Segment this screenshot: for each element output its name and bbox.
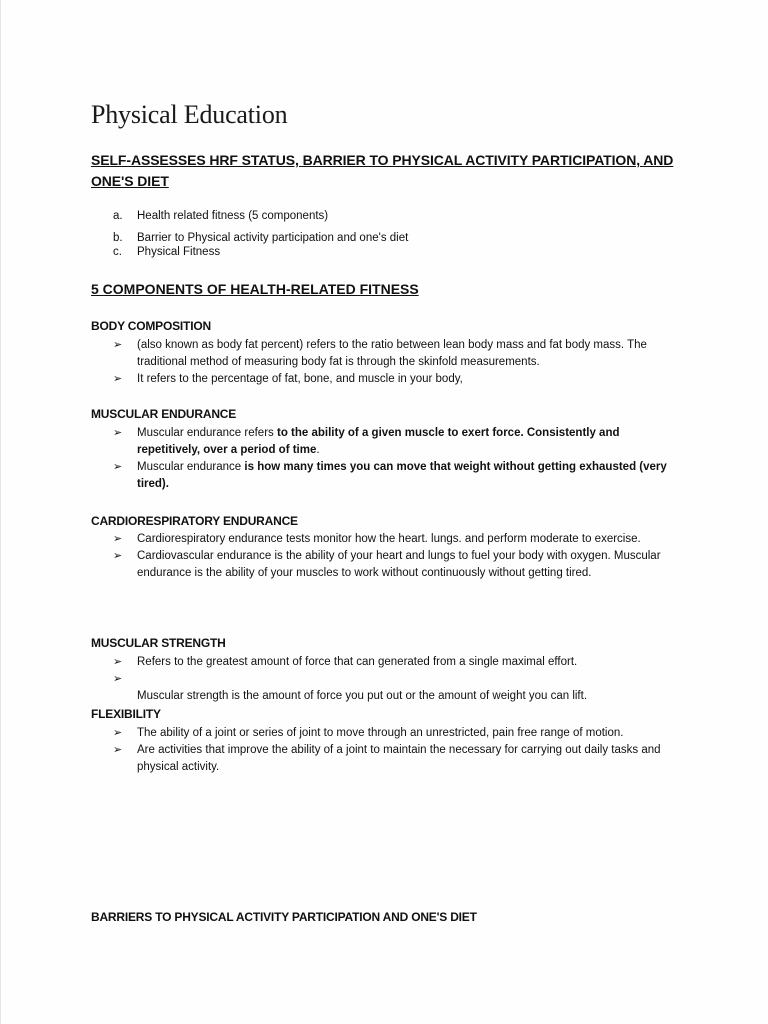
flexibility-list bbox=[113, 725, 683, 776]
bullet-arrow-icon: ➢ bbox=[113, 339, 123, 351]
list-item-text bbox=[137, 425, 683, 459]
list-item-text: Cardiovascular endurance is the ability of your heart and lungs to fuel your body with oxygen. Muscular endurance is the ability of your muscles to work without continuously without getting tired. bbox=[137, 550, 661, 579]
list-item-text: Barrier to Physical activity participation and one's diet bbox=[137, 232, 409, 244]
list-item-text: Health related fitness (5 components) bbox=[137, 210, 329, 222]
main-heading: SELF-ASSESSES HRF STATUS, BARRIER TO PHYSICAL ACTIVITY PARTICIPATION, AND ONE'S DIET bbox=[91, 152, 674, 189]
list-item bbox=[113, 209, 408, 223]
barriers-heading: BARRIERS TO PHYSICAL ACTIVITY PARTICIPATION AND ONE'S DIET bbox=[91, 910, 477, 924]
list-item bbox=[113, 459, 683, 493]
list-item-text: Are activities that improve the ability of a joint to maintain the necessary for carrying out daily tasks and physical activity. bbox=[137, 744, 661, 773]
bullet-arrow-icon: ➢ bbox=[113, 727, 123, 739]
list-item bbox=[113, 742, 683, 776]
cardio-endurance-heading: CARDIORESPIRATORY ENDURANCE bbox=[91, 514, 298, 528]
bullet-arrow-icon: ➢ bbox=[113, 533, 123, 545]
muscular-strength-heading: MUSCULAR STRENGTH bbox=[91, 636, 226, 650]
intro-list bbox=[113, 209, 408, 259]
bullet-arrow-icon: ➢ bbox=[113, 656, 123, 668]
bullet-arrow-icon: ➢ bbox=[113, 744, 123, 756]
list-item bbox=[113, 231, 408, 245]
text-bold: to the ability of a given muscle to exert force. Consistently and repetitively, over a period of time bbox=[137, 427, 620, 456]
list-item bbox=[113, 671, 683, 688]
cardio-endurance-list bbox=[113, 531, 683, 582]
list-item-text: It refers to the percentage of fat, bone, and muscle in your body, bbox=[137, 373, 463, 385]
muscular-endurance-list bbox=[113, 425, 683, 493]
list-item-text: (also known as body fat percent) refers to the ratio between lean body mass and fat body mass. The traditional method of measuring body fat is through the skinfold measurements. bbox=[137, 339, 647, 368]
page-title: Physical Education bbox=[91, 100, 288, 129]
list-marker: a. bbox=[113, 210, 123, 222]
list-item bbox=[113, 245, 408, 259]
list-item-text bbox=[137, 459, 683, 493]
list-item-text: Cardiorespiratory endurance tests monitor how the heart. lungs. and perform moderate to exercise. bbox=[137, 533, 641, 545]
list-item-text: The ability of a joint or series of joint to move through an unrestricted, pain free range of motion. bbox=[137, 727, 624, 739]
muscular-strength-list bbox=[113, 654, 683, 705]
flexibility-heading: FLEXIBILITY bbox=[91, 707, 161, 721]
text-plain: . bbox=[316, 444, 320, 456]
list-item-text: Physical Fitness bbox=[137, 246, 221, 258]
list-item-text: Muscular strength is the amount of force you put out or the amount of weight you can lift. bbox=[137, 690, 588, 702]
bullet-arrow-icon: ➢ bbox=[113, 373, 123, 385]
bullet-arrow-icon: ➢ bbox=[113, 461, 123, 473]
list-item bbox=[113, 548, 683, 582]
list-item bbox=[113, 725, 683, 742]
list-item bbox=[113, 337, 683, 371]
bullet-arrow-icon: ➢ bbox=[113, 427, 123, 439]
text-plain: Muscular endurance refers bbox=[137, 427, 277, 439]
list-marker: b. bbox=[113, 232, 123, 244]
list-item-text: Refers to the greatest amount of force that can generated from a single maximal effort. bbox=[137, 656, 578, 668]
list-item bbox=[113, 688, 683, 705]
bullet-arrow-icon: ➢ bbox=[113, 550, 123, 562]
body-composition-heading: BODY COMPOSITION bbox=[91, 319, 211, 333]
muscular-endurance-heading: MUSCULAR ENDURANCE bbox=[91, 407, 237, 421]
body-composition-list bbox=[113, 337, 683, 388]
text-bold: is how many times you can move that weight without getting exhausted (very tired). bbox=[137, 461, 667, 490]
list-item bbox=[113, 654, 683, 671]
text-plain: Muscular endurance bbox=[137, 461, 245, 473]
components-heading: 5 COMPONENTS OF HEALTH-RELATED FITNESS bbox=[91, 281, 419, 297]
list-item bbox=[113, 371, 683, 388]
list-marker: c. bbox=[113, 246, 122, 258]
bullet-arrow-icon: ➢ bbox=[113, 673, 123, 685]
list-item bbox=[113, 531, 683, 548]
list-item bbox=[113, 425, 683, 459]
